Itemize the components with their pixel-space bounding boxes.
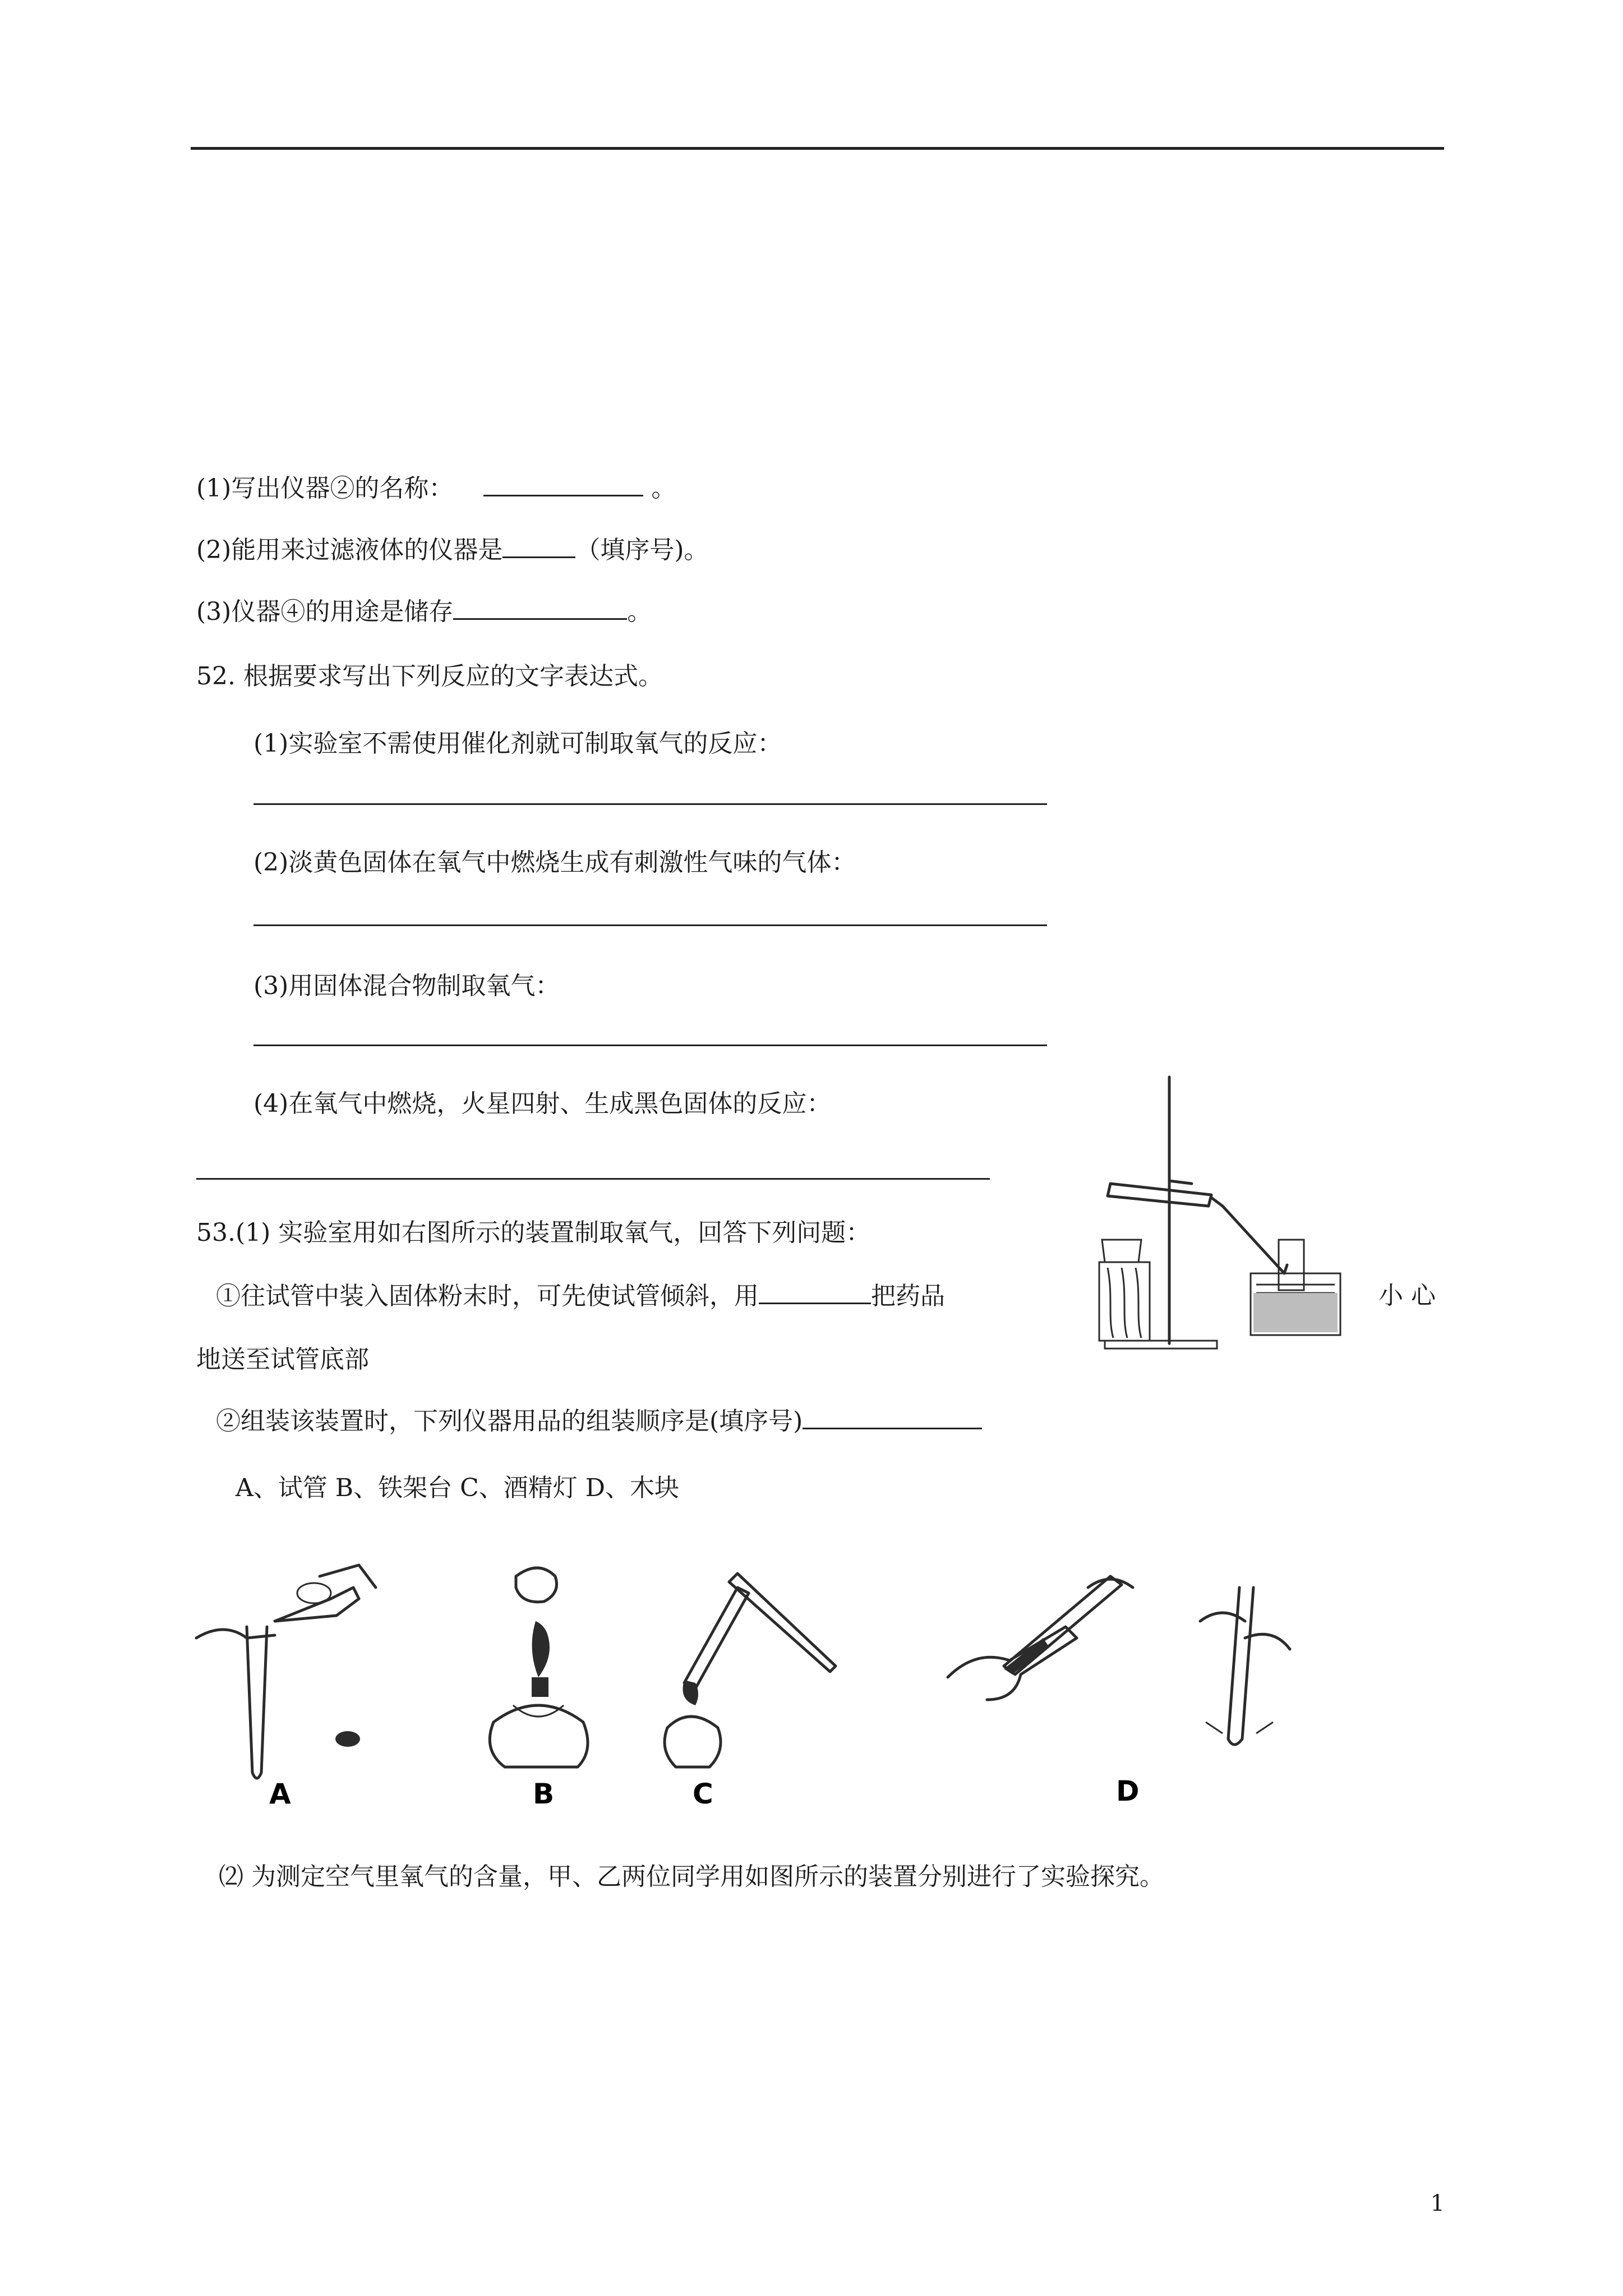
q53-title: 53.(1) 实验室用如右图所示的装置制取氧气，回答下列问题： — [196, 1218, 871, 1247]
q52-answer-line-2[interactable] — [253, 924, 1047, 926]
figure-d-test-tubes — [948, 1576, 1290, 1807]
figure-label-b: B — [533, 1778, 555, 1810]
q53-options: A、试管 B、铁架台 C、酒精灯 D、木块 — [236, 1474, 680, 1502]
figure-a-pouring — [196, 1565, 376, 1810]
figure-label-a: A — [269, 1778, 291, 1810]
experiment-figures-row — [191, 1554, 1335, 1818]
oxygen-apparatus-figure — [1094, 1071, 1396, 1352]
q53-part-2: ⑵ 为测定空气里氧气的含量，甲、乙两位同学用如图所示的装置分别进行了实验探究。 — [219, 1862, 1164, 1891]
q53-sub-2-text: ②组装该装置时，下列仪器用品的组装顺序是(填序号) — [216, 1407, 803, 1435]
q51-item-3-blank[interactable] — [453, 596, 627, 620]
q53-sub-2-blank[interactable] — [803, 1405, 982, 1429]
q51-item-1-end: 。 — [651, 474, 676, 503]
q51-item-3-end: 。 — [627, 597, 652, 626]
q52-item-3: (3)用固体混合物制取氧气： — [253, 972, 560, 1000]
q51-item-2-text: (2)能用来过滤液体的仪器是 — [196, 536, 503, 564]
header-rule — [191, 147, 1444, 150]
q52-item-1: (1)实验室不需使用催化剂就可制取氧气的反应： — [253, 729, 782, 758]
q51-item-2-end: （填序号)。 — [575, 536, 709, 564]
q52-item-2: (2)淡黄色固体在氧气中燃烧生成有刺激性气味的气体： — [253, 848, 856, 877]
q51-item-3 — [196, 596, 652, 628]
q53-sub-1-text: ①往试管中装入固体粉末时，可先使试管倾斜，用 — [216, 1282, 759, 1310]
q53-sub-1-cont: 地送至试管底部 — [196, 1345, 369, 1374]
q53-sub-2 — [216, 1405, 982, 1437]
q53-sub-1-mid: 把药品 — [871, 1282, 945, 1310]
q53-sub-1-right: 小 心 — [1378, 1281, 1436, 1310]
q52-answer-line-3[interactable] — [253, 1045, 1047, 1046]
q52-answer-line-1[interactable] — [253, 803, 1047, 805]
q51-item-1-text: (1)写出仪器②的名称： — [196, 474, 454, 503]
q51-item-2 — [196, 534, 709, 566]
q51-item-3-text: (3)仪器④的用途是储存 — [196, 597, 454, 626]
figure-label-d: D — [1116, 1775, 1140, 1807]
figure-b-alcohol-lamp — [490, 1568, 588, 1810]
q53-sub-1 — [216, 1280, 945, 1312]
q51-item-2-blank[interactable] — [502, 534, 575, 558]
q52-answer-line-4[interactable] — [196, 1178, 990, 1180]
q52-title: 52. 根据要求写出下列反应的文字表达式。 — [196, 662, 663, 691]
page-number: 1 — [1430, 2191, 1445, 2216]
q53-sub-1-blank[interactable] — [759, 1280, 871, 1304]
figure-label-c: C — [693, 1778, 713, 1810]
figure-c-heating-tube — [665, 1573, 836, 1810]
q51-item-1 — [196, 472, 676, 504]
q51-item-1-blank[interactable] — [483, 472, 643, 496]
q52-item-4: (4)在氧气中燃烧，火星四射、生成黑色固体的反应： — [253, 1089, 832, 1118]
